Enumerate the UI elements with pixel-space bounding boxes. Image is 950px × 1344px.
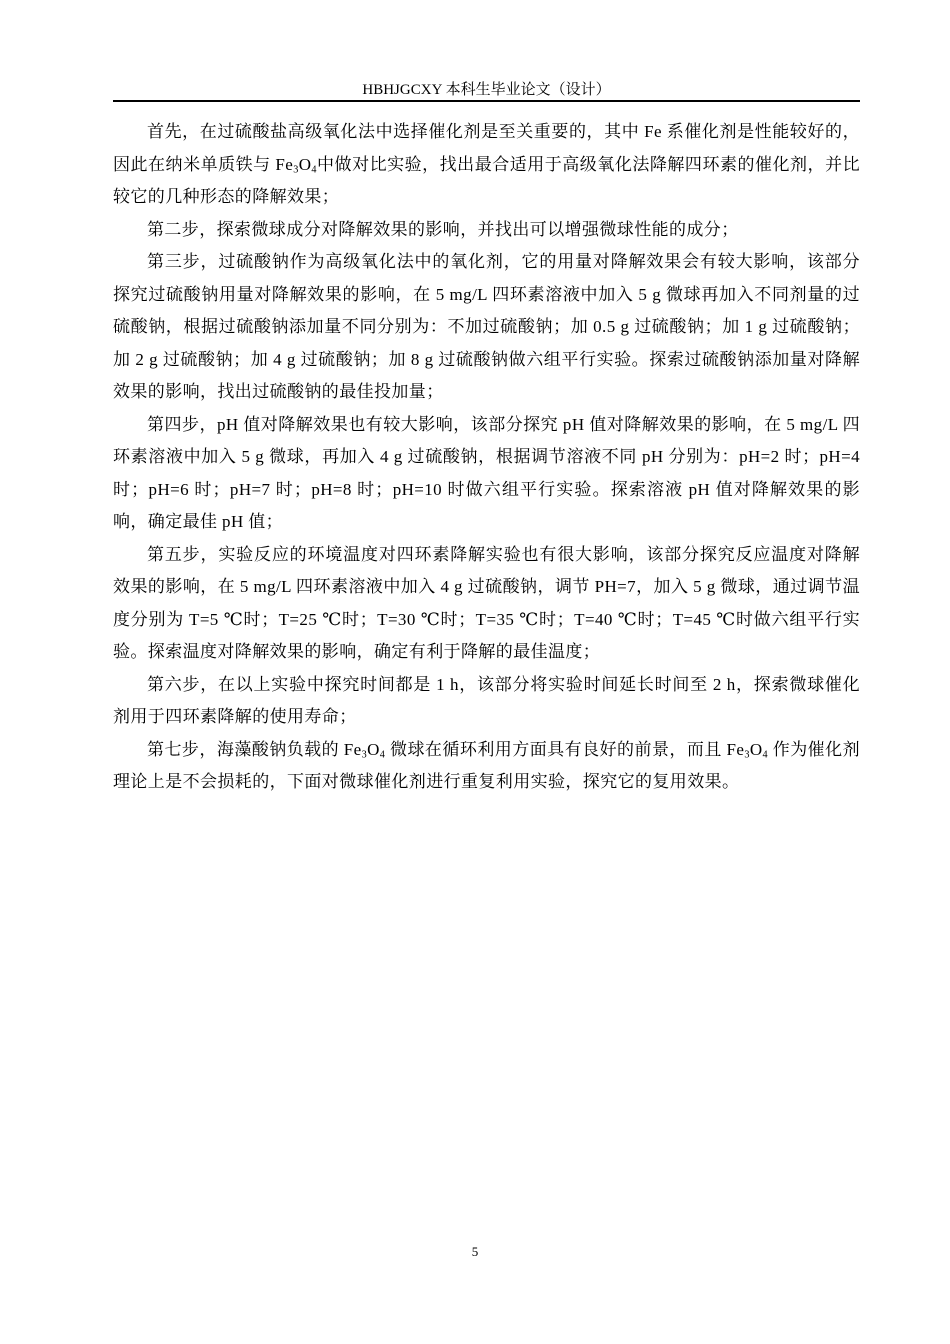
paragraph-5: 第五步，实验反应的环境温度对四环素降解实验也有很大影响，该部分探究反应温度对降解效果的影响，在 5 mg/L 四环素溶液中加入 4 g 过硫酸钠，调节 PH=7，加入 5 g 微球，通过调节温度分别为 T=5 ℃时；T=25 ℃时；T=30 ℃时；T=35 ℃时；T=40 ℃时；T=45 ℃时做六组平行实验。探索温度对降解效果的影响，确定有利于降解的最佳温度； — [113, 544, 860, 661]
paragraph-6: 第六步，在以上实验中探究时间都是 1 h，该部分将实验时间延长时间至 2 h，探索微球催化剂用于四环素降解的使用寿命； — [113, 674, 860, 726]
paragraph-2: 第二步，探索微球成分对降解效果的影响，并找出可以增强微球性能的成分； — [147, 219, 739, 239]
page-header: HBHJGCXY 本科生毕业论文（设计） — [362, 82, 611, 98]
header-divider — [113, 100, 860, 102]
paragraph-4: 第四步，pH 值对降解效果也有较大影响，该部分探究 pH 值对降解效果的影响，在 5 mg/L 四环素溶液中加入 5 g 微球，再加入 4 g 过硫酸钠，根据调节溶液不同 pH 分别为：pH=2 时；pH=4 时；pH=6 时；pH=7 时；pH=8 时；pH=10 时做六组平行实验。探索溶液 pH 值对降解效果的影响，确定最佳 pH 值； — [113, 414, 860, 531]
paragraph-3: 第三步，过硫酸钠作为高级氧化法中的氧化剂，它的用量对降解效果会有较大影响，该部分探究过硫酸钠用量对降解效果的影响，在 5 mg/L 四环素溶液中加入 5 g 微球再加入不同剂量的过硫酸钠，根据过硫酸钠添加量不同分别为：不加过硫酸钠；加 0.5 g 过硫酸钠；加 1 g 过硫酸钠；加 2 g 过硫酸钠；加 4 g 过硫酸钠；加 8 g 过硫酸钠做六组平行实验。探索过硫酸钠添加量对降解效果的影响，找出过硫酸钠的最佳投加量； — [113, 252, 860, 401]
paragraph-1: 首先，在过硫酸盐高级氧化法中选择催化剂是至关重要的，其中 Fe 系催化剂是性能较好的，因此在纳米单质铁与 $Fe_3O_4$中做对比实验，找出最合适用于高级氧化法降解四环素的催化剂，并比较它的几种形态的降解效果； — [113, 122, 860, 206]
paragraph-7: 第七步，海藻酸钠负载的 $Fe_3O_4$ 微球在循环利用方面具有良好的前景，而且 $Fe_3O_4$ 作为催化剂理论上是不会损耗的，下面对微球催化剂进行重复利用实验，探究它的复用效果。 — [113, 739, 860, 791]
body-text — [113, 116, 860, 799]
page-number: 5 — [471, 1244, 479, 1259]
